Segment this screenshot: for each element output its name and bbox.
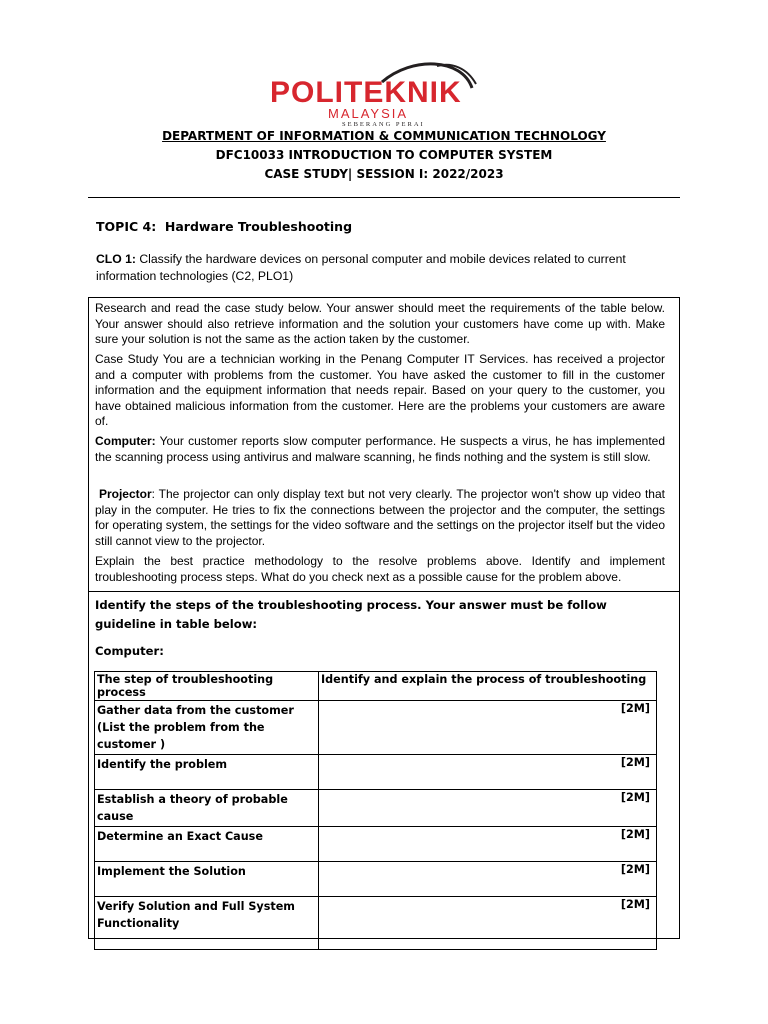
table-row bbox=[95, 897, 657, 950]
clo-text: Classify the hardware devices on personal computer and mobile devices related to current information technologies (C2, PLO1) bbox=[96, 252, 626, 283]
topic-heading bbox=[96, 219, 352, 234]
logo-subtext: MALAYSIA bbox=[328, 106, 409, 121]
mark-cell: [2M] bbox=[319, 790, 657, 827]
politeknik-logo bbox=[262, 58, 492, 128]
step-cell: Implement the Solution bbox=[95, 862, 319, 897]
clo-statement bbox=[96, 251, 666, 285]
table-row bbox=[95, 862, 657, 897]
step-cell: Determine an Exact Cause bbox=[95, 827, 319, 862]
topic-label: TOPIC 4: bbox=[96, 219, 157, 234]
table-row bbox=[95, 701, 657, 755]
table-header-row bbox=[95, 672, 657, 701]
logo-text: POLITEKNIK bbox=[270, 76, 462, 109]
table-row bbox=[95, 755, 657, 790]
step-cell: Verify Solution and Full System Functionality bbox=[95, 897, 319, 950]
projector-text: : The projector can only display text but not very clearly. The projector won't show up video that play in the computer. He tries to fix the connections between the projector and the computer, the settings for operating system, the settings for the video software and the settings on the projector itself but the video still cannot view to the projector. bbox=[95, 487, 665, 548]
table-row bbox=[95, 790, 657, 827]
question-text: Identify the steps of the troubleshooting process. Your answer must be follow guideline in table below: bbox=[95, 598, 607, 631]
mark-cell: [2M] bbox=[319, 827, 657, 862]
logo-campus: SEBERANG PERAI bbox=[342, 121, 425, 128]
table-header: Identify and explain the process of troubleshooting bbox=[319, 672, 657, 701]
mark-cell: [2M] bbox=[319, 701, 657, 755]
step-cell: Identify the problem bbox=[95, 755, 319, 790]
table-header: The step of troubleshooting process bbox=[95, 672, 319, 701]
clo-label: CLO 1: bbox=[96, 252, 136, 266]
course-title: DFC10033 INTRODUCTION TO COMPUTER SYSTEM bbox=[215, 148, 553, 162]
computer-problem bbox=[95, 434, 665, 465]
mark-cell: [2M] bbox=[319, 862, 657, 897]
department-title: DEPARTMENT OF INFORMATION & COMMUNICATION TECHNOLOGY bbox=[162, 129, 606, 143]
step-cell: Establish a theory of probable cause bbox=[95, 790, 319, 827]
computer-label: Computer: bbox=[95, 434, 156, 448]
mark-cell: [2M] bbox=[319, 755, 657, 790]
header-divider bbox=[88, 197, 680, 198]
projector-label: Projector bbox=[98, 487, 152, 501]
table-row bbox=[95, 827, 657, 862]
step-cell: Gather data from the customer (List the problem from the customer ) bbox=[95, 701, 319, 755]
case-scenario: Case Study You are a technician working in the Penang Computer IT Services. has received a projector and a computer with problems from the customer. You have asked the customer to fill in the customer information and the equipment information that needs repair. Based on your query to the customer, you have obtained malicious information from the customer. Here are the problems your customers are aware of. bbox=[95, 352, 665, 428]
troubleshooting-table bbox=[94, 671, 657, 950]
logo-graphic bbox=[262, 58, 492, 128]
case-study-box bbox=[88, 297, 680, 939]
case-intro: Research and read the case study below. Your answer should meet the requirements of the table below. Your answer should also retrieve information and the solution your customers have come up with. Make sure your solution is not the same as the action taken by the customer. bbox=[95, 301, 665, 346]
case-instruction: Explain the best practice methodology to the resolve problems above. Identify and implement troubleshooting process steps. What do you check next as a possible cause for the problem above. bbox=[95, 554, 665, 584]
topic-title: Hardware Troubleshooting bbox=[164, 219, 353, 234]
mark-cell: [2M] bbox=[319, 897, 657, 950]
computer-text: Your customer reports slow computer performance. He suspects a virus, he has implemented the scanning process using antivirus and malware scanning, he finds nothing and the system is still slow. bbox=[95, 434, 665, 464]
section-divider bbox=[89, 591, 679, 592]
document-header bbox=[0, 127, 768, 184]
projector-problem bbox=[95, 487, 665, 549]
section-label: Computer: bbox=[95, 644, 164, 658]
session-title: CASE STUDY| SESSION I: 2022/2023 bbox=[264, 167, 504, 181]
